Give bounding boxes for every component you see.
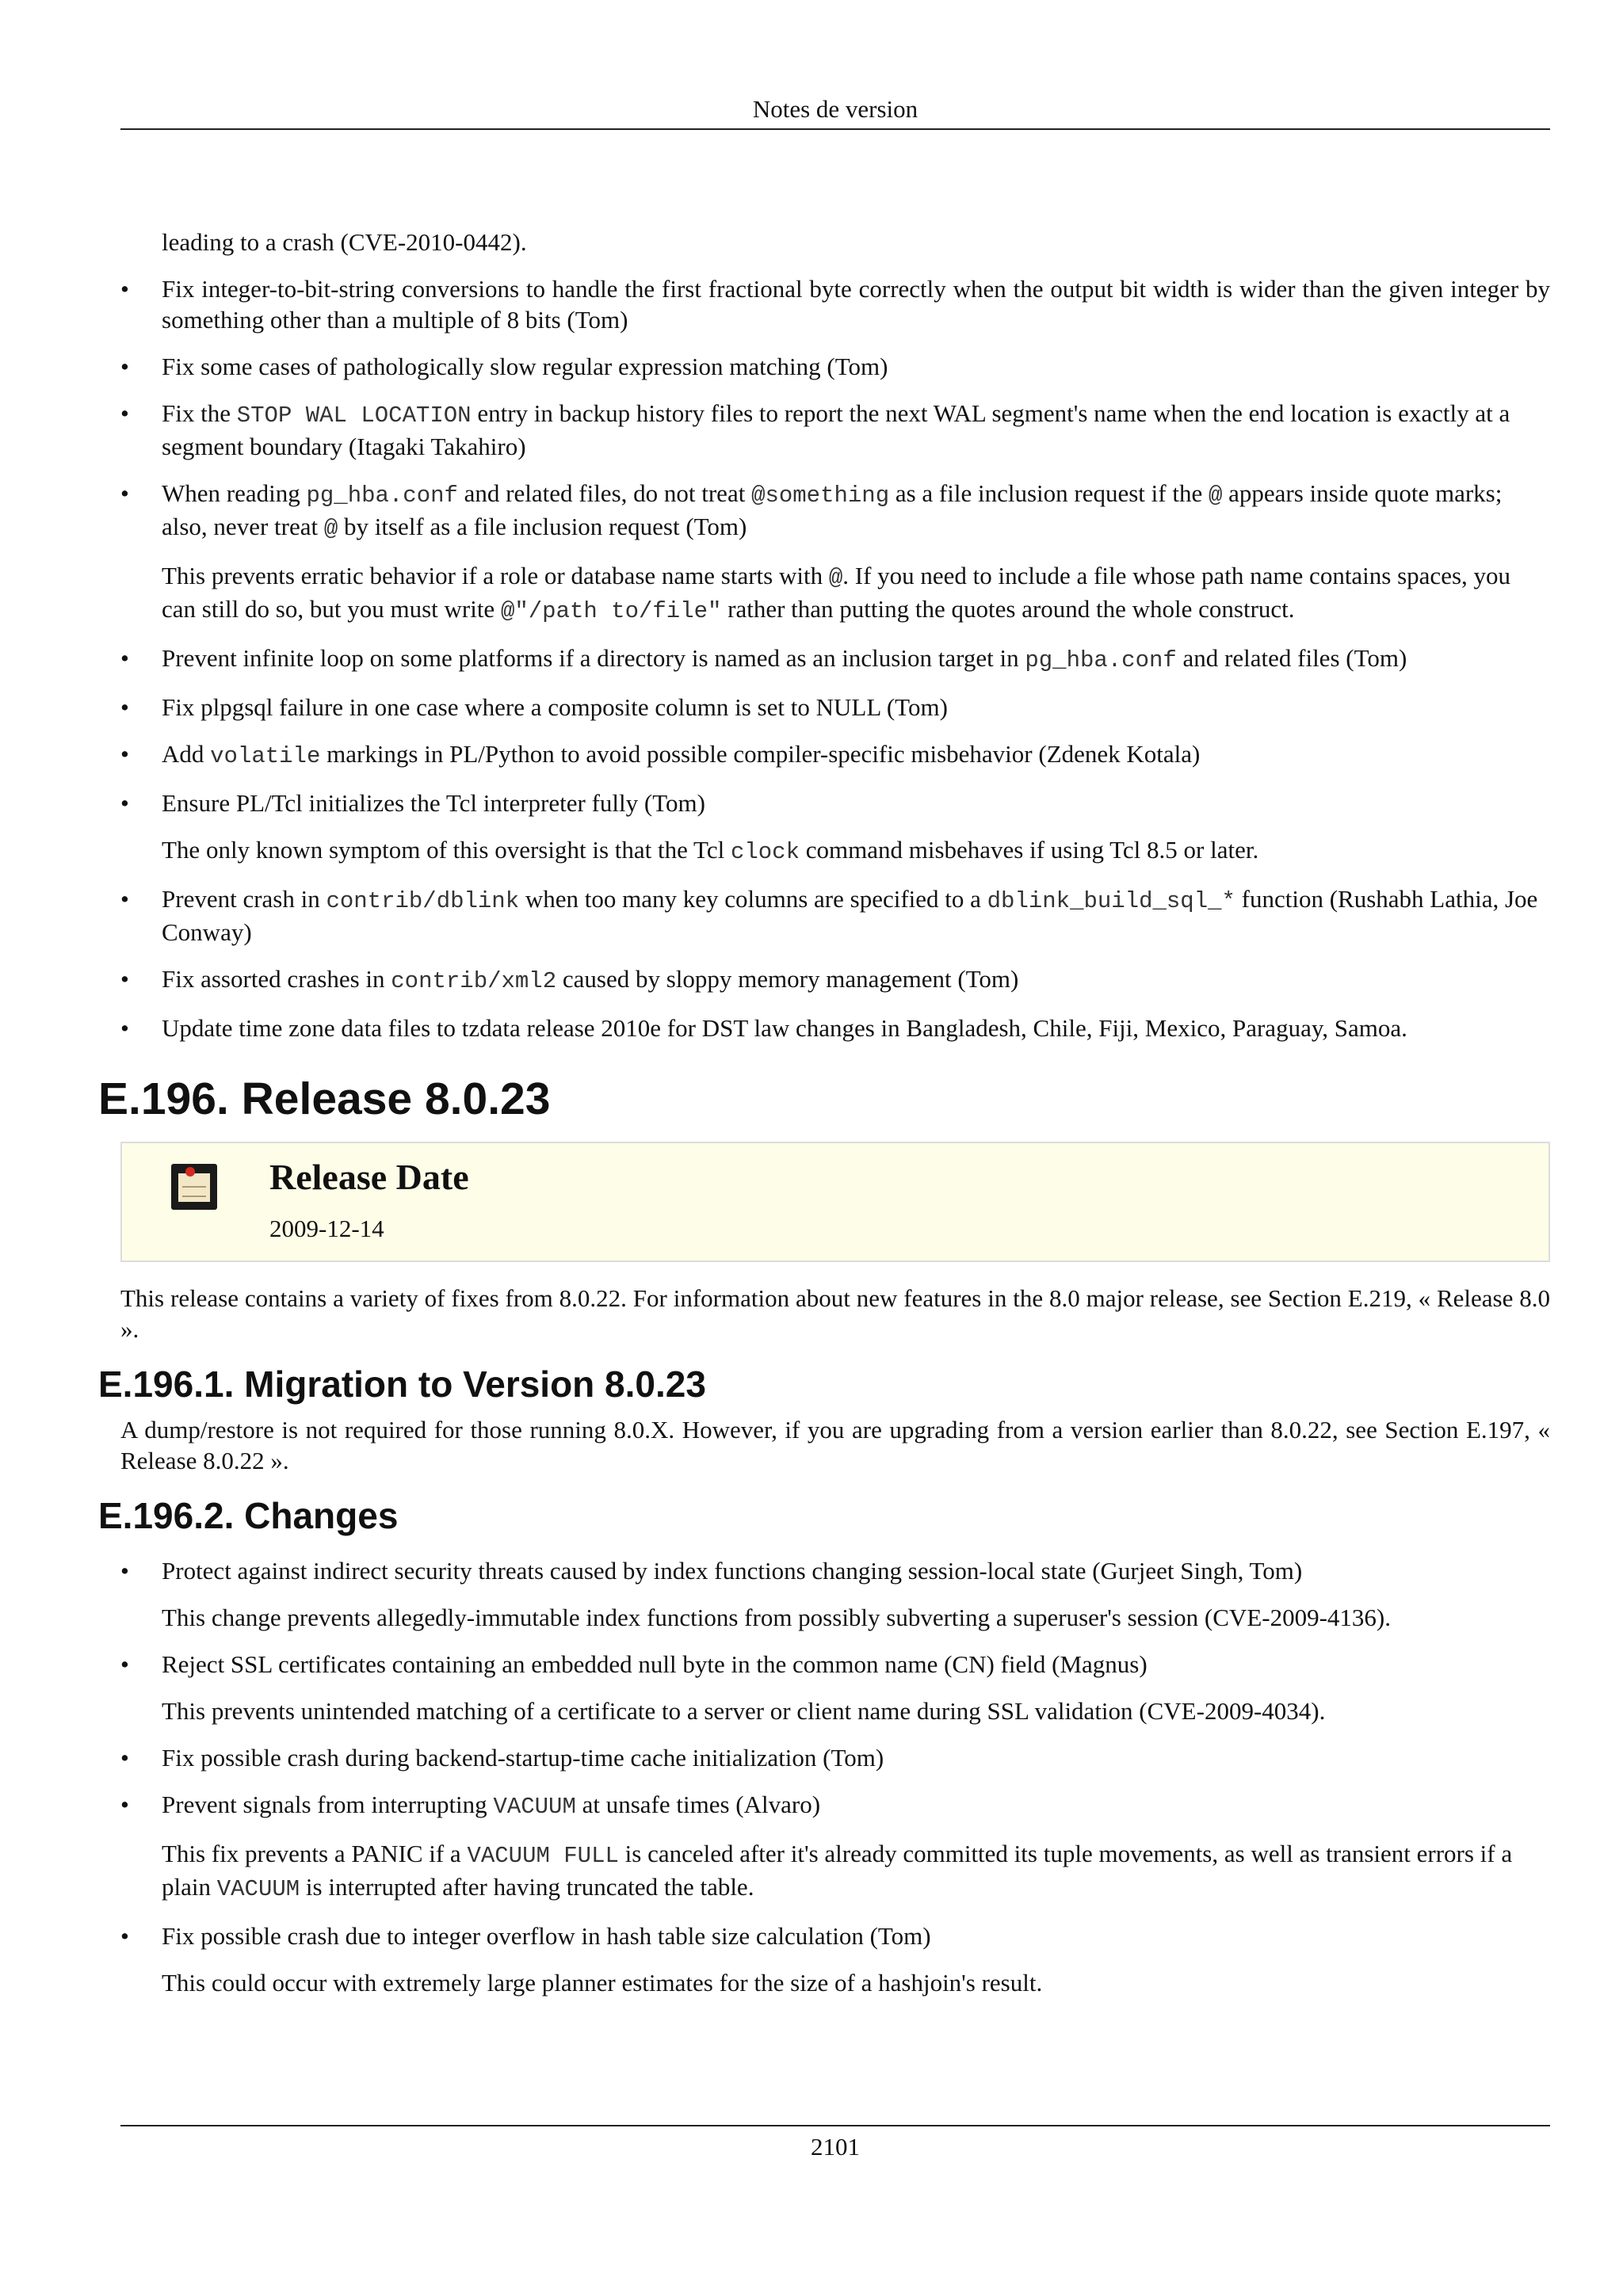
footer-rule bbox=[120, 2125, 1550, 2126]
code-literal: VACUUM bbox=[216, 1876, 300, 1902]
list-item bbox=[120, 643, 1550, 676]
item-detail: This could occur with extremely large planner estimates for the size of a hashjoin's result. bbox=[162, 1969, 1043, 1997]
list-item bbox=[120, 1013, 1550, 1043]
header-rule bbox=[120, 128, 1550, 130]
list-item bbox=[120, 963, 1550, 997]
item-text: • Fix integer-to-bit-string conversions to handle the first fractional byte correctly when the output bit width is wider than the given integer by something other than a multiple of 8 bits (Tom) bbox=[162, 275, 1550, 334]
item-detail: The only known symptom of this oversight is that the Tcl clock command misbehaves if using Tcl 8.5 or later. bbox=[162, 836, 1259, 865]
item-text: • Ensure PL/Tcl initializes the Tcl interpreter fully (Tom) bbox=[162, 789, 705, 817]
item-text: • Reject SSL certificates containing an embedded null byte in the common name (CN) field (Magnus) bbox=[162, 1650, 1148, 1678]
page-content bbox=[98, 227, 1550, 2014]
code-literal: pg_hba.conf bbox=[306, 482, 458, 509]
item-text: • Prevent infinite loop on some platforms if a directory is named as an inclusion target in pg_hba.conf and related files (Tom) bbox=[162, 644, 1407, 673]
code-literal: @ bbox=[1208, 482, 1223, 509]
item-text: • Fix assorted crashes in contrib/xml2 caused by sloppy memory management (Tom) bbox=[162, 965, 1019, 994]
migration-text: A dump/restore is not required for those running 8.0.X. However, if you are upgrading from a version earlier than 8.0.22, see Section E.197, « Release 8.0.22 ». bbox=[120, 1416, 1550, 1474]
code-literal: pg_hba.conf bbox=[1025, 647, 1177, 673]
item-text: • Fix possible crash during backend-startup-time cache initialization (Tom) bbox=[162, 1744, 884, 1772]
changes-list bbox=[120, 1555, 1550, 1998]
item-text: • Add volatile markings in PL/Python to avoid possible compiler-specific misbehavior (Zdenek Kotala) bbox=[162, 740, 1201, 769]
code-literal: STOP WAL LOCATION bbox=[236, 402, 472, 429]
release-date-note bbox=[120, 1142, 1550, 1262]
code-literal: @something bbox=[751, 482, 890, 509]
list-item bbox=[120, 1789, 1550, 1905]
changes-heading: E.196.2. Changes bbox=[98, 1495, 399, 1536]
release-intro: This release contains a variety of fixes from 8.0.22. For information about new features in the 8.0 major release, see Section E.219, « Release 8.0 ». bbox=[120, 1284, 1550, 1343]
code-literal: @ bbox=[323, 516, 338, 542]
code-literal: @ bbox=[828, 565, 843, 591]
item-text: • Prevent crash in contrib/dblink when too many key columns are specified to a dblink_build_sql_* function (Rushabh Lathia, Joe Conway) bbox=[162, 885, 1538, 946]
item-text: • Protect against indirect security threats caused by index functions changing session-local state (Gurjeet Singh, Tom) bbox=[162, 1557, 1303, 1585]
item-text: • Update time zone data files to tzdata release 2010e for DST law changes in Bangladesh, Chile, Fiji, Mexico, Paraguay, Samoa. bbox=[162, 1014, 1407, 1042]
item-text: • Fix possible crash due to integer overflow in hash table size calculation (Tom) bbox=[162, 1922, 931, 1950]
item-text: • When reading pg_hba.conf and related files, do not treat @something as a file inclusion request if the @ appears inside quote marks; also, never treat @ by itself as a file inclusion request (Tom) bbox=[162, 479, 1503, 542]
item-text: • Fix some cases of pathologically slow regular expression matching (Tom) bbox=[162, 353, 888, 380]
item-text: • Fix the STOP WAL LOCATION entry in backup history files to report the next WAL segment's name when the end location is exactly at a segment boundary (Itagaki Takahiro) bbox=[162, 399, 1510, 460]
list-item bbox=[120, 692, 1550, 723]
list-item bbox=[120, 273, 1550, 335]
code-literal: clock bbox=[730, 839, 800, 865]
code-literal: volatile bbox=[210, 743, 321, 769]
item-text: • Prevent signals from interrupting VACUUM at unsafe times (Alvaro) bbox=[162, 1791, 821, 1820]
list-item bbox=[120, 398, 1550, 462]
list-item bbox=[120, 1649, 1550, 1726]
code-literal: contrib/dblink bbox=[326, 888, 520, 914]
continuation-text: leading to a crash (CVE-2010-0442). bbox=[162, 228, 527, 256]
list-item bbox=[120, 351, 1550, 382]
list-item bbox=[120, 788, 1550, 868]
list-item bbox=[120, 1920, 1550, 1998]
note-icon bbox=[171, 1164, 217, 1210]
code-literal: @"/path to/file" bbox=[500, 598, 722, 624]
code-literal: VACUUM FULL bbox=[467, 1843, 619, 1869]
list-item bbox=[120, 883, 1550, 948]
item-text: • Fix plpgsql failure in one case where a composite column is set to NULL (Tom) bbox=[162, 693, 948, 721]
release-date: 2009-12-14 bbox=[269, 1215, 384, 1242]
migration-heading: E.196.1. Migration to Version 8.0.23 bbox=[98, 1363, 706, 1405]
list-item bbox=[120, 1742, 1550, 1773]
code-literal: dblink_build_sql_* bbox=[987, 888, 1235, 914]
list-item bbox=[120, 1555, 1550, 1633]
previous-fixes-list bbox=[120, 273, 1550, 1043]
item-detail: This fix prevents a PANIC if a VACUUM FULL is canceled after it's already committed its tuple movements, as well as transient errors if a plain VACUUM is interrupted after having truncated the table. bbox=[162, 1840, 1513, 1902]
running-header: Notes de version bbox=[752, 95, 918, 123]
release-heading: E.196. Release 8.0.23 bbox=[98, 1074, 551, 1124]
code-literal: VACUUM bbox=[493, 1794, 576, 1820]
note-title: Release Date bbox=[269, 1157, 469, 1197]
code-literal: contrib/xml2 bbox=[391, 968, 557, 994]
item-detail: This prevents erratic behavior if a role or database name starts with @. If you need to include a file whose path name contains spaces, you can still do so, but you must write @"/path to/file" rather than putting the quotes around the whole construct. bbox=[162, 562, 1511, 624]
item-detail: This prevents unintended matching of a certificate to a server or client name during SSL validation (CVE-2009-4034). bbox=[162, 1697, 1326, 1725]
item-detail: This change prevents allegedly-immutable index functions from possibly subverting a superuser's session (CVE-2009-4136). bbox=[162, 1604, 1391, 1631]
page-number: 2101 bbox=[811, 2133, 860, 2161]
list-item bbox=[120, 738, 1550, 772]
list-item bbox=[120, 478, 1550, 627]
